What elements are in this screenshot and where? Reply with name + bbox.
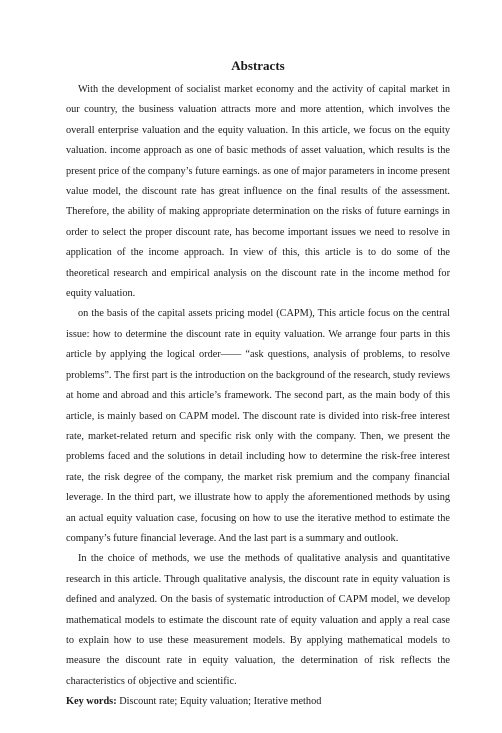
keywords-line [66,692,450,712]
abstract-paragraph-1: With the development of socialist market economy and the activity of capital market in our country, the business valuation attracts more and more attention, which involves the overall enterprise valuation and the equity valuation. In this article, we focus on the equity valuation. income approach as one of basic methods of asset valuation, which results is the present price of the company’s future earnings. as one of major parameters in income present value model, the discount rate has great influence on the final results of the assessment. Therefore, the ability of making appropriate determination on the risks of future earnings in order to select the proper discount rate, has become important issues we need to resolve in application of the income approach. In view of this, this article is to do some of the theoretical research and empirical analysis on the discount rate in the income method for equity valuation. [66,84,450,300]
keywords-label: Key words: [66,696,117,708]
abstract-title: Abstracts [231,58,285,73]
keywords-text: Discount rate; Equity valuation; Iterative method [116,696,322,708]
abstract-paragraph-2: on the basis of the capital assets pricing model (CAPM), This article focus on the central issue: how to determine the discount rate in equity valuation. We arrange four parts in this article by applying the logical order—— “ask questions, analysis of problems, to resolve problems”. The first part is the introduction on the background of the research, study reviews at home and abroad and this article’s framework. The second part, as the main body of this article, is mainly based on CAPM model. The discount rate is divided into risk-free interest rate, market-related return and specific risk only with the company. Then, we present the problems faced and the solutions in detail including how to determine the risk-free interest rate, the risk degree of the company, the market risk premium and the company financial leverage. In the third part, we illustrate how to apply the aforementioned methods by using an actual equity valuation case, focusing on how to use the iterative method to estimate the company’s future financial leverage. And the last part is a summary and outlook. [66,308,450,544]
abstract-paragraph-3: In the choice of methods, we use the methods of qualitative analysis and quantitative research in this article. Through qualitative analysis, the discount rate in equity valuation is defined and analyzed. On the basis of systematic introduction of CAPM model, we develop mathematical models to estimate the discount rate of equity valuation and apply a real case to explain how to use these measurement models. By applying mathematical models to measure the discount rate in equity valuation, the determination of risk reflects the characteristics of objective and scientific. [66,553,450,687]
